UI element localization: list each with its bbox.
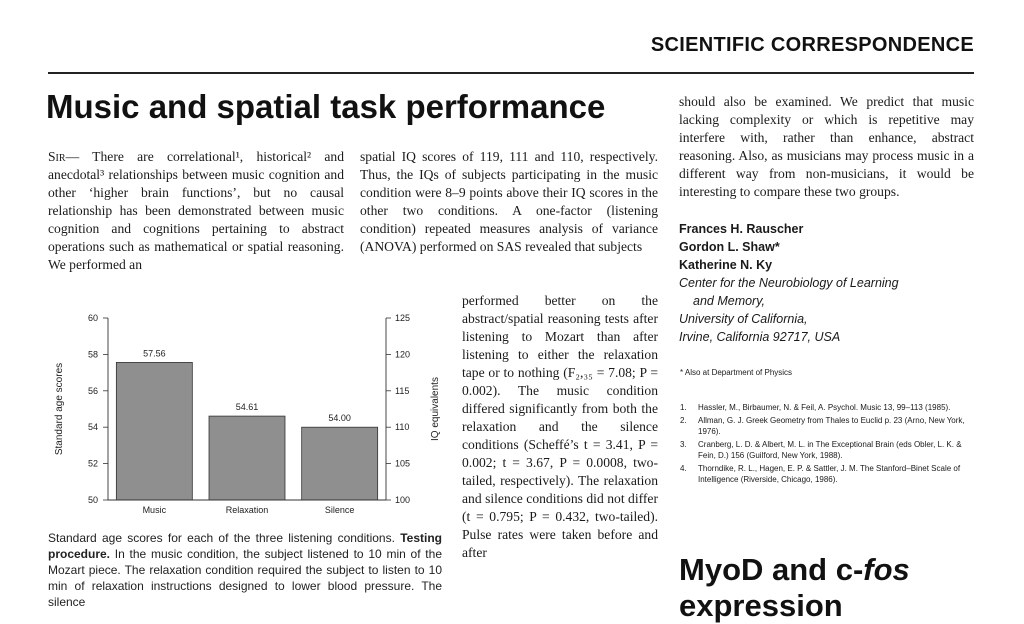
bar-chart xyxy=(46,306,446,526)
figure-caption xyxy=(48,530,442,610)
body-text-middle: spatial IQ scores of 119, 111 and 110, respectively. Thus, the IQs of subjects participating in the music condition were 8–9 points above their IQ scores in the other two conditions. A one-factor (listening condition) repeated measures analysis of variance (ANOVA) performed on SAS revealed that subjects xyxy=(360,149,658,254)
bar xyxy=(209,416,285,500)
affiliation-line: Center for the Neurobiology of Learning xyxy=(679,276,899,290)
caption-label: Testing procedure. xyxy=(48,531,442,561)
article-title: Music and spatial task performance xyxy=(46,88,606,125)
data-label: 54.00 xyxy=(328,413,351,424)
y2-tick-label: 100 xyxy=(395,495,411,505)
reference-text: Allman, G. J. Greek Geometry from Thales to Euclid p. 23 (Arno, New York, 1976). xyxy=(698,416,965,436)
x-tick-label: Relaxation xyxy=(225,505,269,515)
body-text-left: — There are correlational¹, historical² and anecdotal³ relationships between music cognition and other ‘higher brain functions’, but no causal relationship has been demonstrated between music cognition and cognitions pertaining to abstract operations such as mathematical or spatial reasoning. We performed an xyxy=(48,149,344,272)
y2-tick-label: 110 xyxy=(395,422,410,433)
body-column-right xyxy=(679,93,974,201)
reference-text: Cranberg, L. D. & Albert, M. L. in The Exceptional Brain (eds Obler, L. K. & Fein, D.) 156 (Guilford, New York, 1988). xyxy=(698,440,962,460)
header-rule xyxy=(48,72,974,74)
reference-number: 4. xyxy=(680,464,687,473)
body-column-left xyxy=(48,148,344,274)
reference-text: Thorndike, R. L., Hagen, E. P. & Sattler, J. M. The Stanford–Binet Scale of Intelligence (Riverside, Chicago, 1986). xyxy=(698,464,961,484)
y2-tick-label: 115 xyxy=(395,385,410,396)
next-title-part: MyoD and c- xyxy=(679,552,864,587)
author-block xyxy=(679,220,979,346)
y-tick-label: 56 xyxy=(87,385,98,396)
reference-number: 3. xyxy=(680,440,687,449)
reference-number: 1. xyxy=(680,403,687,412)
x-tick-label: Music xyxy=(142,505,167,515)
reference-item xyxy=(680,402,972,413)
affiliation-line: Irvine, California 92717, USA xyxy=(679,330,841,344)
y-axis-label: Standard age scores xyxy=(54,362,65,456)
y2-axis-label: IQ equivalents xyxy=(430,377,441,441)
y-tick-label: 50 xyxy=(87,495,98,505)
body-text-middle-narrow: performed better on the abstract/spatial reasoning tests after listening to Mozart than after listening to either the relaxation tape or to nothing (F₂,₃₅ = 7.08; P = 0.002). The music condition differed significantly from both the relaxation and the silence conditions (Scheffé’s t = 3.41, P = 0.002; t = 3.67, P = 0.0008, two-tailed, respectively). The relaxation and silence conditions did not differ (t = 0.795; P = 0.432, two-tailed). Pulse rates were taken before and after xyxy=(462,293,658,560)
next-title-italic: fos xyxy=(863,552,910,587)
reference-item xyxy=(680,439,972,461)
data-label: 54.61 xyxy=(235,402,259,413)
x-tick-label: Silence xyxy=(324,505,355,515)
affiliation-line: University of California, xyxy=(679,312,808,326)
y-tick-label: 58 xyxy=(87,349,98,360)
y-tick-label: 52 xyxy=(87,458,98,469)
caption-lead: Standard age scores for each of the three listening conditions. xyxy=(48,531,395,545)
y2-tick-label: 105 xyxy=(395,458,411,469)
reference-list xyxy=(680,402,972,487)
reference-number: 2. xyxy=(680,416,687,425)
author-name: Gordon L. Shaw* xyxy=(679,240,780,254)
bar xyxy=(116,362,192,500)
affiliation-line: and Memory, xyxy=(693,294,766,308)
next-article-title xyxy=(679,552,910,624)
section-label: SCIENTIFIC CORRESPONDENCE xyxy=(650,34,974,56)
y2-tick-label: 120 xyxy=(395,349,411,360)
y-tick-label: 60 xyxy=(87,313,98,323)
bar xyxy=(302,427,378,500)
next-title-part: expression xyxy=(679,588,843,623)
author-footnote: * Also at Department of Physics xyxy=(680,368,793,377)
body-column-middle xyxy=(360,148,658,256)
caption-text: In the music condition, the subject listened to 10 min of the Mozart piece. The relaxation condition required the subject to listen to 10 min of relaxation instructions designed to lower blood pressure. The silence xyxy=(48,547,442,609)
body-text-right: should also be examined. We predict that music lacking complexity or which is repetitive may interfere with, rather than enhance, abstract reasoning. Also, as musicians may process music in a different way from non-musicians, it would be interesting to compare these two groups. xyxy=(679,94,974,199)
reference-item xyxy=(680,463,972,485)
author-name: Frances H. Rauscher xyxy=(679,222,804,236)
y2-tick-label: 125 xyxy=(395,313,411,323)
data-label: 57.56 xyxy=(143,348,166,359)
body-column-middle-narrow xyxy=(462,292,658,562)
reference-item xyxy=(680,415,972,437)
author-name: Katherine N. Ky xyxy=(679,258,773,272)
reference-text: Hassler, M., Birbaumer, N. & Feil, A. Psychol. Music 13, 99–113 (1985). xyxy=(698,403,951,412)
salutation: Sir xyxy=(48,149,66,164)
y-tick-label: 54 xyxy=(87,422,98,433)
